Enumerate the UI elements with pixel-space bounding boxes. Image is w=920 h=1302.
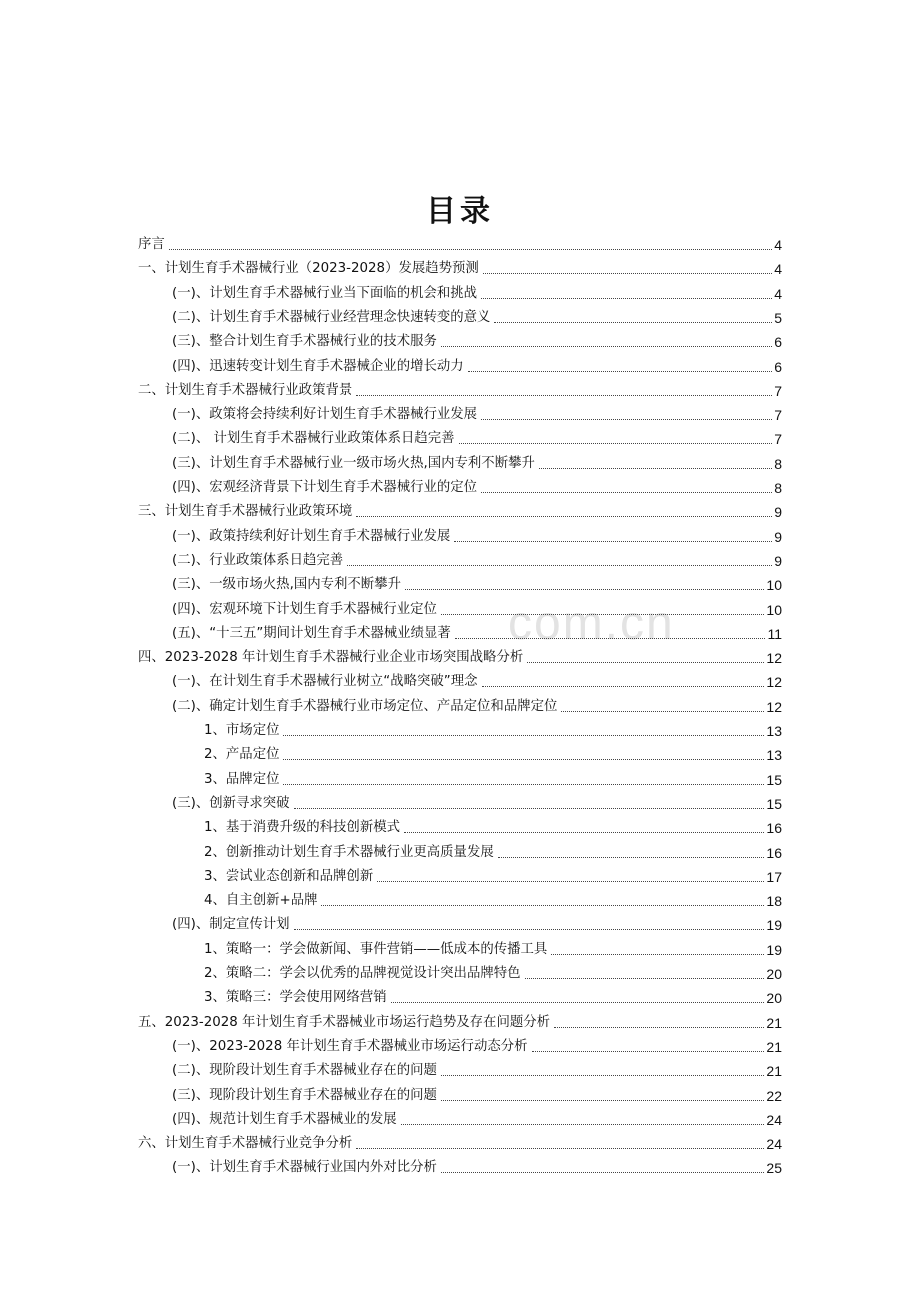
toc-entry-title: (二)、现阶段计划生育手术器械业存在的问题 <box>172 1063 437 1079</box>
toc-entry-page: 19 <box>766 941 782 958</box>
toc-dot-leader <box>294 929 765 930</box>
toc-entry-title: 五、2023-2028 年计划生育手术器械业市场运行趋势及存在问题分析 <box>138 1014 551 1030</box>
toc-dot-leader <box>356 395 772 396</box>
toc-entry-title: 一、计划生育手术器械行业（2023-2028）发展趋势预测 <box>138 261 479 277</box>
toc-entry[interactable] <box>138 1129 782 1153</box>
toc-entry-page: 21 <box>766 1014 782 1031</box>
toc-dot-leader <box>283 735 764 736</box>
toc-entry[interactable] <box>138 1008 782 1032</box>
toc-entry[interactable] <box>172 789 782 813</box>
toc-dot-leader <box>551 954 764 955</box>
toc-entry-title: 六、计划生育手术器械行业竞争分析 <box>138 1136 353 1152</box>
toc-entry[interactable] <box>204 740 782 764</box>
toc-dot-leader <box>454 541 772 542</box>
toc-dot-leader <box>468 371 773 372</box>
toc-entry[interactable] <box>204 959 782 983</box>
toc-entry-page: 24 <box>766 1111 782 1128</box>
toc-entry-page: 22 <box>766 1087 782 1104</box>
toc-entry-title: 3、策略三：学会使用网络营销 <box>204 990 387 1006</box>
toc-entry-title: 序言 <box>138 237 165 252</box>
toc-entry-page: 13 <box>766 747 782 764</box>
toc-entry-title: 1、市场定位 <box>204 723 280 738</box>
toc-entry-title: 四、2023-2028 年计划生育手术器械行业企业市场突围战略分析 <box>138 650 524 666</box>
toc-dot-leader <box>169 249 772 250</box>
toc-entry-page: 15 <box>766 771 782 788</box>
toc-entry[interactable] <box>204 765 782 789</box>
toc-entry[interactable] <box>172 692 782 716</box>
toc-dot-leader <box>494 322 772 323</box>
toc-entry[interactable] <box>172 595 782 619</box>
toc-entry-page: 17 <box>766 868 782 885</box>
toc-entry-title: (二)、 计划生育手术器械行业政策体系日趋完善 <box>172 431 455 447</box>
toc-entry[interactable] <box>172 449 782 473</box>
toc-entry[interactable] <box>204 813 782 837</box>
toc-entry-page: 9 <box>774 528 782 545</box>
toc-entry-title: (一)、计划生育手术器械行业国内外对比分析 <box>172 1160 437 1176</box>
toc-entry-page: 15 <box>766 795 782 812</box>
toc-entry-title: (二)、行业政策体系日趋完善 <box>172 552 344 568</box>
toc-entry-page: 19 <box>766 917 782 934</box>
toc-entry[interactable] <box>138 230 782 254</box>
toc-entry[interactable] <box>172 303 782 327</box>
toc-entry[interactable] <box>172 473 782 497</box>
toc-entry-page: 8 <box>774 455 782 472</box>
toc-entry[interactable] <box>204 862 782 886</box>
toc-entry[interactable] <box>172 1056 782 1080</box>
toc-dot-leader <box>283 784 764 785</box>
toc-dot-leader <box>401 1124 765 1125</box>
toc-dot-leader <box>498 857 765 858</box>
toc-entry[interactable] <box>138 643 782 667</box>
toc-entry-page: 4 <box>774 261 782 278</box>
toc-entry-page: 10 <box>766 601 782 618</box>
toc-entry[interactable] <box>172 424 782 448</box>
watermark: com.cn <box>508 597 675 650</box>
toc-entry-page: 13 <box>766 723 782 739</box>
toc-entry-title: 2、创新推动计划生育手术器械行业更高质量发展 <box>204 844 494 860</box>
toc-entry-title: (三)、计划生育手术器械行业一级市场火热,国内专利不断攀升 <box>172 455 535 471</box>
toc-entry[interactable] <box>172 1081 782 1105</box>
toc-entry-page: 4 <box>774 285 782 302</box>
toc-entry[interactable] <box>172 1032 782 1056</box>
toc-dot-leader <box>441 1100 765 1101</box>
toc-entry[interactable] <box>172 546 782 570</box>
toc-entry-page: 7 <box>774 382 782 399</box>
toc-entry-page: 21 <box>766 1038 782 1055</box>
toc-entry-page: 16 <box>766 844 782 861</box>
toc-entry-title: 1、基于消费升级的科技创新模式 <box>204 820 400 836</box>
toc-entry-title: (四)、宏观经济背景下计划生育手术器械行业的定位 <box>172 480 478 495</box>
toc-dot-leader <box>441 346 772 347</box>
toc-dot-leader <box>481 298 772 299</box>
toc-dot-leader <box>532 1051 765 1052</box>
toc-entry[interactable] <box>204 716 782 740</box>
toc-dot-leader <box>441 1172 765 1173</box>
toc-entry-title: (五)、“十三五”期间计划生育手术器械业绩显著 <box>172 625 451 641</box>
toc-entry[interactable] <box>172 522 782 546</box>
toc-dot-leader <box>377 881 764 882</box>
toc-entry[interactable] <box>172 619 782 643</box>
toc-entry[interactable] <box>204 983 782 1007</box>
toc-entry-page: 7 <box>774 431 782 448</box>
toc-entry-page: 5 <box>774 309 782 326</box>
toc-dot-leader <box>404 832 764 833</box>
toc-dot-leader <box>455 638 766 639</box>
toc-entry[interactable] <box>138 376 782 400</box>
toc-entry[interactable] <box>172 327 782 351</box>
toc-dot-leader <box>405 589 764 590</box>
toc-entry-title: (四)、制定宣传计划 <box>172 917 290 933</box>
toc-entry[interactable] <box>138 497 782 521</box>
toc-entry-title: (一)、2023-2028 年计划生育手术器械业市场运行动态分析 <box>172 1038 528 1054</box>
toc-dot-leader <box>539 468 772 469</box>
toc-entry-title: (三)、创新寻求突破 <box>172 795 290 811</box>
toc-entry-page: 21 <box>766 1063 782 1080</box>
toc-dot-leader <box>356 1148 764 1149</box>
toc-entry-page: 7 <box>774 407 782 424</box>
toc-entry-title: 4、自主创新+品牌 <box>204 893 318 909</box>
toc-entry-title: (一)、计划生育手术器械行业当下面临的机会和挑战 <box>172 285 478 301</box>
toc-dot-leader <box>294 808 765 809</box>
toc-entry-page: 20 <box>766 990 782 1007</box>
toc-entry-title: (四)、宏观环境下计划生育手术器械行业定位 <box>172 601 437 617</box>
toc-entry-page: 8 <box>774 480 782 496</box>
toc-dot-leader <box>527 662 764 663</box>
toc-entry-page: 6 <box>774 358 782 375</box>
toc-dot-leader <box>347 565 772 566</box>
toc-entry-title: (三)、一级市场火热,国内专利不断攀升 <box>172 577 401 593</box>
page-title: 目录 <box>426 194 494 229</box>
toc-entry-title: 二、计划生育手术器械行业政策背景 <box>138 382 353 398</box>
toc-entry[interactable] <box>172 910 782 934</box>
toc-entry-title: (二)、确定计划生育手术器械行业市场定位、产品定位和品牌定位 <box>172 698 558 714</box>
toc-entry-title: 3、品牌定位 <box>204 771 280 787</box>
toc-entry-page: 12 <box>766 674 782 691</box>
toc-dot-leader <box>482 686 765 687</box>
toc-entry-page: 12 <box>766 698 782 715</box>
toc-entry-page: 9 <box>774 552 782 569</box>
toc-entry-page: 4 <box>774 237 782 253</box>
toc-entry[interactable] <box>172 667 782 691</box>
toc-entry-title: 2、策略二：学会以优秀的品牌视觉设计突出品牌特色 <box>204 966 521 981</box>
toc-entry-page: 16 <box>766 820 782 837</box>
toc-entry-page: 24 <box>766 1136 782 1153</box>
toc-entry-title: (二)、计划生育手术器械行业经营理念快速转变的意义 <box>172 309 491 325</box>
toc-entry-page: 12 <box>766 650 782 667</box>
toc-dot-leader <box>356 516 772 517</box>
toc-entry[interactable] <box>172 279 782 303</box>
toc-entry-title: 2、产品定位 <box>204 747 280 763</box>
toc-dot-leader <box>441 1075 765 1076</box>
toc-entry[interactable] <box>172 352 782 376</box>
toc-entry-title: (三)、现阶段计划生育手术器械业存在的问题 <box>172 1087 437 1103</box>
toc-entry[interactable] <box>204 838 782 862</box>
toc-dot-leader <box>525 978 765 979</box>
toc-entry-title: (一)、政策将会持续利好计划生育手术器械行业发展 <box>172 407 478 423</box>
toc-entry[interactable] <box>172 570 782 594</box>
toc-entry-page: 9 <box>774 504 782 521</box>
toc-entry-title: (一)、政策持续利好计划生育手术器械行业发展 <box>172 528 451 544</box>
toc-dot-leader <box>554 1027 764 1028</box>
toc-entry[interactable] <box>204 935 782 959</box>
toc-entry-page: 11 <box>767 625 782 642</box>
toc-entry[interactable] <box>172 1153 782 1177</box>
toc-entry[interactable] <box>172 1105 782 1129</box>
toc-entry-page: 10 <box>766 577 782 594</box>
toc-entry[interactable] <box>204 886 782 910</box>
toc-entry[interactable] <box>138 254 782 278</box>
toc-dot-leader <box>459 443 773 444</box>
toc-dot-leader <box>481 492 772 493</box>
toc-entry-page: 6 <box>774 334 782 351</box>
toc-entry-page: 18 <box>766 893 782 910</box>
toc-entry[interactable] <box>172 400 782 424</box>
toc-entry-title: (一)、在计划生育手术器械行业树立“战略突破”理念 <box>172 674 478 690</box>
toc-entry-title: 3、尝试业态创新和品牌创新 <box>204 868 374 884</box>
toc-entry-title: (四)、规范计划生育手术器械业的发展 <box>172 1111 397 1127</box>
toc-dot-leader <box>483 273 772 274</box>
toc-dot-leader <box>441 614 765 615</box>
toc-entry-page: 25 <box>766 1160 782 1177</box>
toc-entry-title: 三、计划生育手术器械行业政策环境 <box>138 504 353 520</box>
toc-dot-leader <box>391 1002 765 1003</box>
toc-entry-page: 20 <box>766 966 782 982</box>
toc-entry-title: (三)、整合计划生育手术器械行业的技术服务 <box>172 334 437 350</box>
toc-dot-leader <box>481 419 772 420</box>
toc-dot-leader <box>283 759 764 760</box>
toc-dot-leader <box>321 905 764 906</box>
toc-entry-title: 1、策略一：学会做新闻、事件营销——低成本的传播工具 <box>204 941 548 957</box>
toc-dot-leader <box>561 711 764 712</box>
toc-entry-title: (四)、迅速转变计划生育手术器械企业的增长动力 <box>172 358 464 374</box>
